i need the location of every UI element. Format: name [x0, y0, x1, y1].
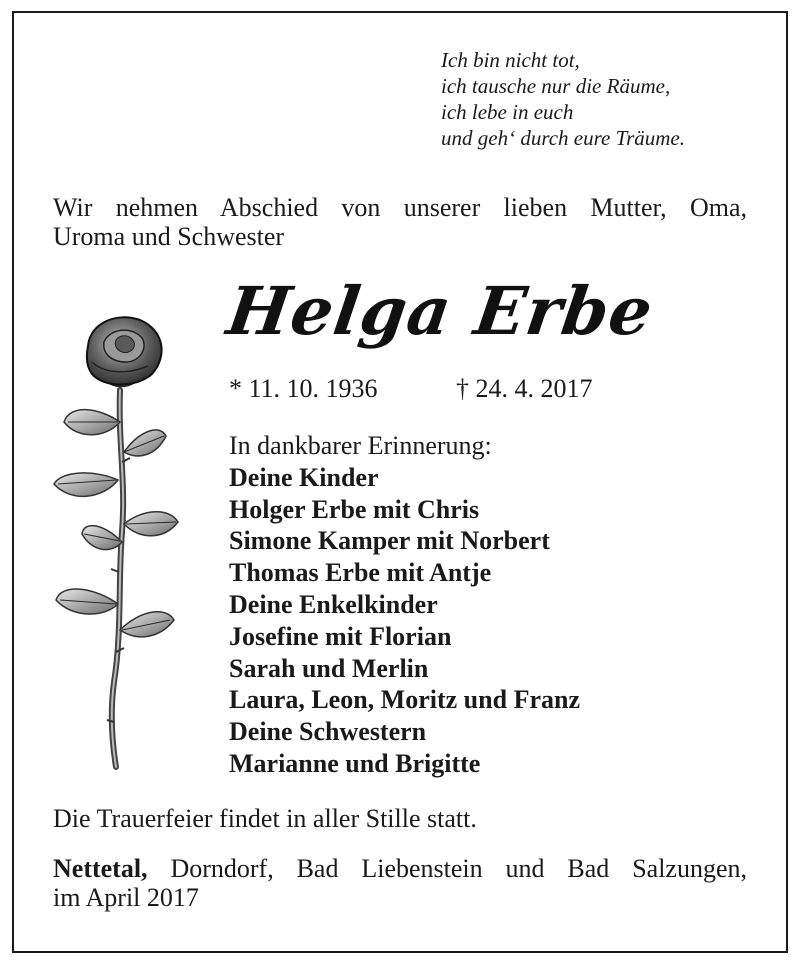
rose-icon [48, 312, 188, 772]
intro-line-2: Uroma und Schwester [53, 222, 285, 251]
family-member: Holger Erbe mit Chris [229, 494, 480, 524]
poem-line: Ich bin nicht tot, [441, 48, 580, 72]
poem [441, 47, 685, 151]
family-member: Deine Schwestern [229, 717, 427, 747]
place-line-1 [53, 854, 747, 883]
poem-line: und geh‘ durch eure Träume. [441, 126, 685, 150]
place-rest: Dorndorf, Bad Liebenstein und Bad Salzungen, [147, 854, 747, 883]
family-lead: In dankbarer Erinnerung: [229, 431, 492, 460]
life-dates [229, 374, 593, 404]
family-member: Laura, Leon, Moritz und Franz [229, 685, 580, 715]
death-date: † 24. 4. 2017 [456, 374, 593, 403]
place-bold: Nettetal, [53, 854, 148, 883]
intro-text [53, 193, 747, 251]
family-member: Sarah und Merlin [229, 653, 429, 683]
place-line-2: im April 2017 [53, 883, 199, 912]
poem-line: ich tausche nur die Räume, [441, 74, 671, 98]
intro-line-1: Wir nehmen Abschied von unserer lieben Mutter, Oma, [53, 193, 747, 222]
deceased-name: Helga Erbe [222, 272, 659, 350]
funeral-note: Die Trauerfeier findet in aller Stille statt. [53, 804, 477, 833]
family-member: Josefine mit Florian [229, 621, 452, 651]
family-member: Deine Kinder [229, 462, 379, 492]
family-member: Thomas Erbe mit Antje [229, 558, 492, 588]
family-member: Marianne und Brigitte [229, 748, 481, 778]
place-date [53, 854, 747, 912]
family-member: Deine Enkelkinder [229, 589, 438, 619]
family-list [229, 430, 580, 780]
family-member: Simone Kamper mit Norbert [229, 526, 550, 556]
birth-date: * 11. 10. 1936 [229, 374, 378, 403]
poem-line: ich lebe in euch [441, 100, 574, 124]
